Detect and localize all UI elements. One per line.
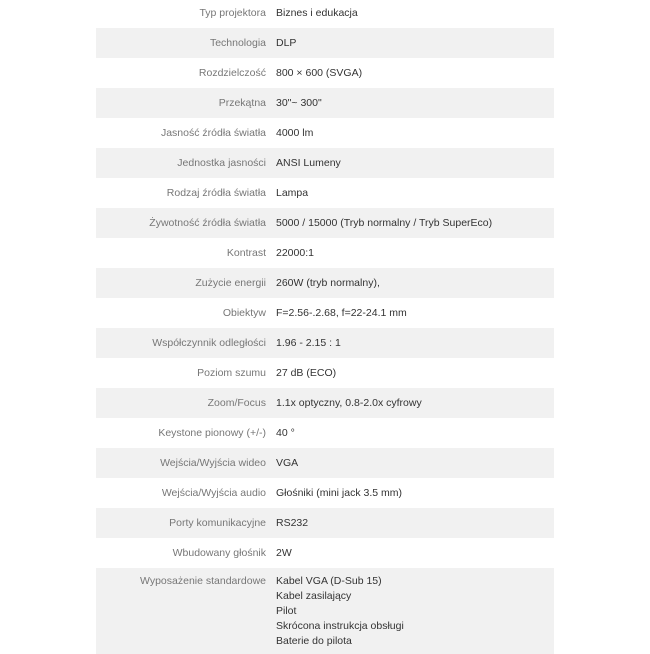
spec-value: DLP [276, 37, 297, 49]
spec-row-technology [96, 28, 554, 58]
spec-row-lamp-life [96, 208, 554, 238]
standard-equipment-list [276, 574, 554, 649]
spec-row-brightness-unit [96, 148, 554, 178]
spec-table [96, 0, 554, 654]
spec-row-power-consumption [96, 268, 554, 298]
spec-row-throw-ratio [96, 328, 554, 358]
spec-label: Wejścia/Wyjścia audio [161, 487, 266, 499]
spec-row-diagonal [96, 88, 554, 118]
spec-label: Wyposażenie standardowe [140, 575, 266, 587]
spec-label: Jasność źródła światła [160, 127, 266, 139]
spec-value: F=2.56-.2.68, f=22-24.1 mm [276, 307, 407, 319]
spec-row-communication-ports [96, 508, 554, 538]
spec-row-audio-io [96, 478, 554, 508]
spec-label: Porty komunikacyjne [169, 517, 266, 529]
spec-label: Rodzaj źródła światła [166, 187, 266, 199]
spec-row-standard-equipment [96, 568, 554, 654]
spec-label: Technologia [209, 37, 266, 49]
spec-value: Lampa [276, 187, 309, 199]
spec-value: 4000 lm [276, 127, 314, 139]
spec-label: Jednostka jasności [177, 157, 266, 169]
spec-label: Typ projektora [199, 7, 266, 19]
equipment-item: Skrócona instrukcja obsługi [276, 620, 404, 632]
spec-value: 30"~ 300" [276, 97, 322, 109]
spec-row-built-in-speaker [96, 538, 554, 568]
equipment-item: Kabel zasilający [276, 590, 352, 602]
spec-label: Keystone pionowy (+/-) [158, 427, 266, 439]
spec-label: Kontrast [226, 247, 266, 259]
spec-row-light-source [96, 178, 554, 208]
spec-value: 260W (tryb normalny), [276, 277, 380, 289]
spec-label: Wejścia/Wyjścia wideo [160, 457, 266, 469]
spec-value: 2W [276, 547, 292, 559]
spec-value: 22000:1 [276, 247, 314, 259]
spec-label: Rozdzielczość [198, 67, 266, 79]
spec-label: Poziom szumu [197, 367, 266, 379]
spec-value: ANSI Lumeny [276, 157, 341, 169]
spec-row-keystone [96, 418, 554, 448]
spec-value: 27 dB (ECO) [276, 367, 337, 379]
spec-row-noise-level [96, 358, 554, 388]
spec-value: 1.96 - 2.15 : 1 [276, 337, 341, 349]
spec-row-resolution [96, 58, 554, 88]
spec-value: 800 × 600 (SVGA) [276, 67, 363, 79]
spec-label: Przekątna [218, 97, 266, 109]
spec-value: 40 ° [276, 427, 295, 439]
spec-row-projector-type [96, 0, 554, 28]
spec-label: Współczynnik odległości [152, 337, 266, 349]
equipment-item: Pilot [276, 605, 297, 617]
spec-row-brightness [96, 118, 554, 148]
spec-value: VGA [276, 457, 299, 469]
spec-row-zoom-focus [96, 388, 554, 418]
spec-row-contrast [96, 238, 554, 268]
spec-label: Zoom/Focus [207, 397, 266, 409]
spec-label: Obiektyw [222, 307, 266, 319]
spec-label: Zużycie energii [195, 277, 266, 289]
spec-label: Wbudowany głośnik [172, 547, 266, 559]
equipment-item: Kabel VGA (D-Sub 15) [276, 575, 382, 587]
equipment-item: Baterie do pilota [276, 635, 352, 647]
spec-value: Głośniki (mini jack 3.5 mm) [276, 487, 403, 499]
spec-value: 5000 / 15000 (Tryb normalny / Tryb SuperEco) [276, 217, 493, 229]
spec-value: Biznes i edukacja [276, 7, 358, 19]
spec-value: RS232 [276, 517, 309, 529]
spec-row-lens [96, 298, 554, 328]
spec-row-video-io [96, 448, 554, 478]
spec-label: Żywotność źródła światła [149, 217, 266, 229]
spec-value: 1.1x optyczny, 0.8-2.0x cyfrowy [276, 397, 422, 409]
